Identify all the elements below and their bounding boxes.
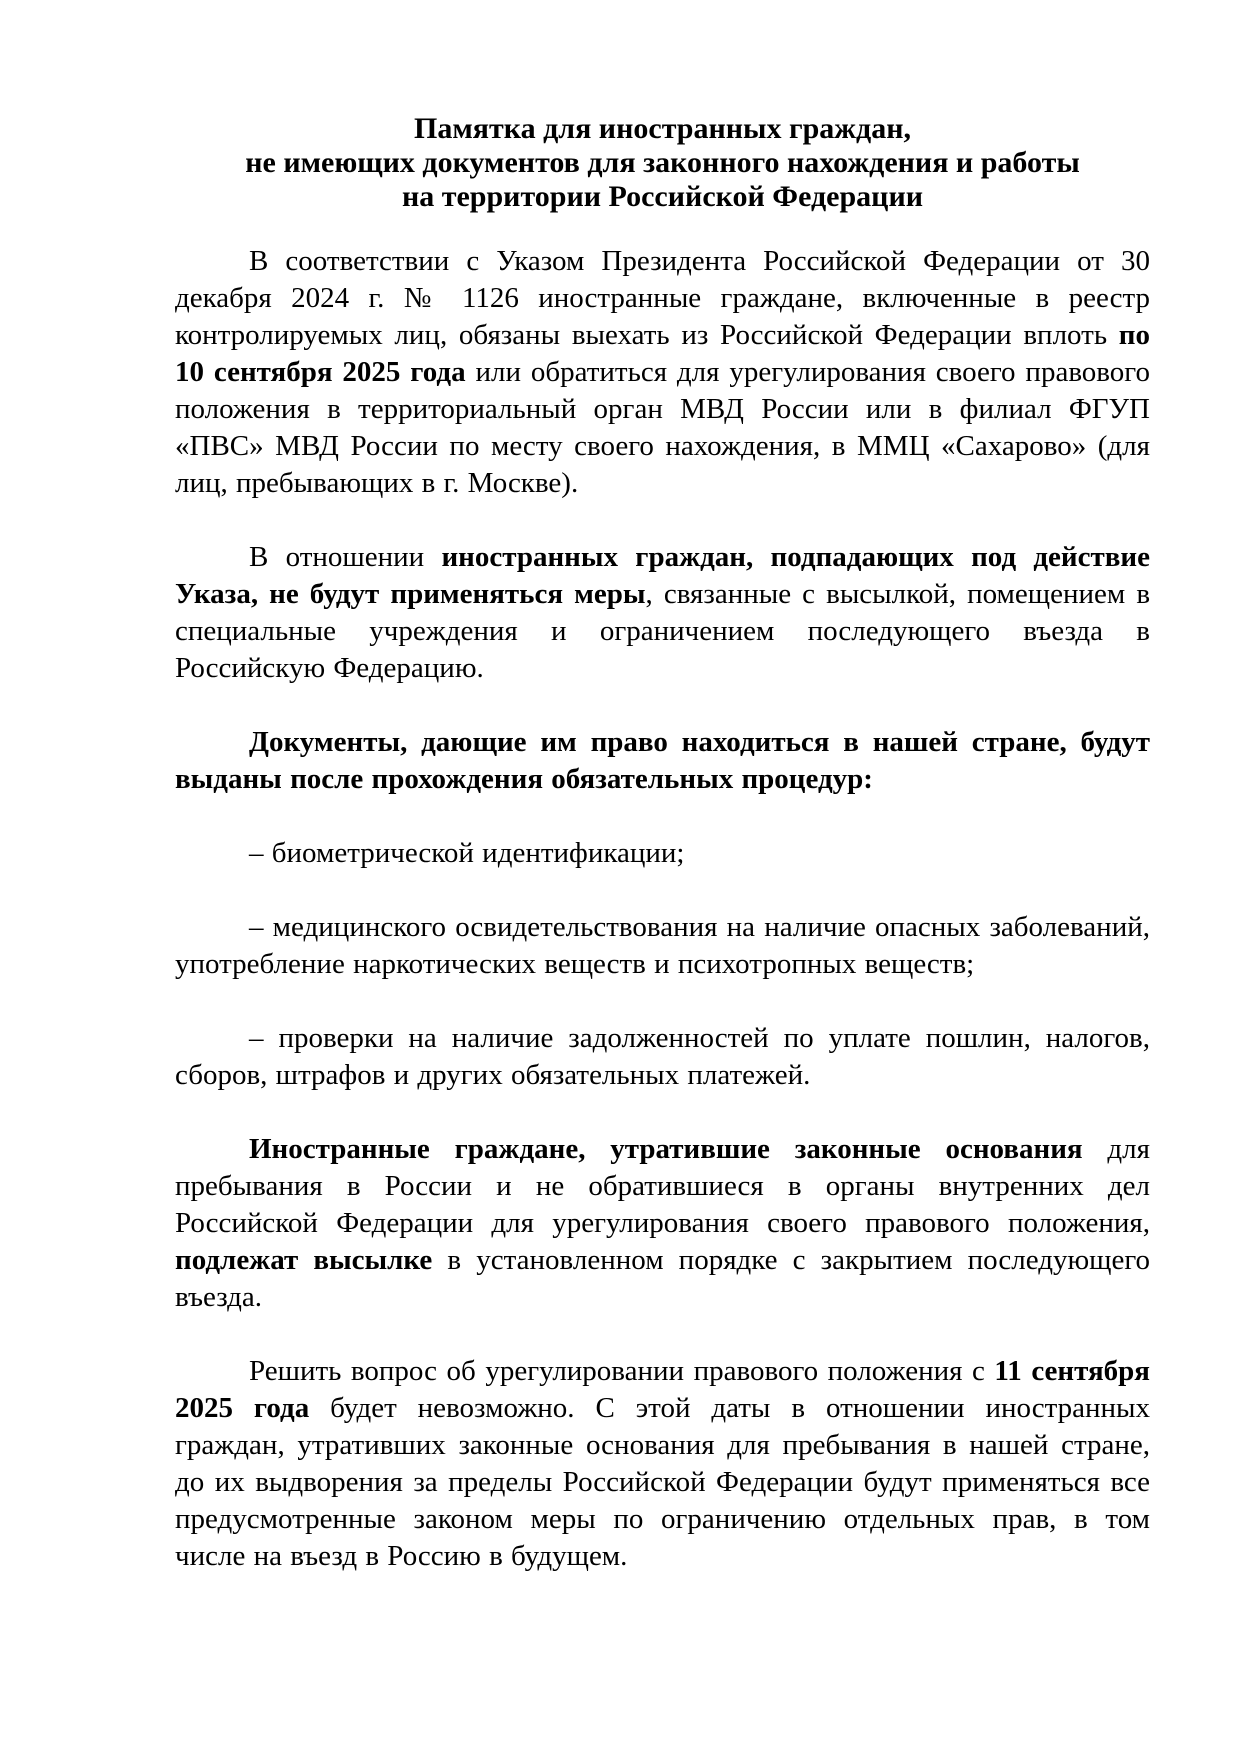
bold-text-run: по 10 сентября 2025 года <box>175 319 1150 388</box>
bold-text-run: Иностранные граждане, утратившие законные основания <box>249 1133 1083 1165</box>
bold-text-run: иностранных граждан, подпадающих под действие Указа, не будут применяться меры <box>175 541 1150 610</box>
text-run: будет невозможно. С этой даты в отношении иностранных граждан, утративших законные основания для пребывания в нашей стране, до их выдворения за пределы Российской Федерации будут применяться все предусмотренные законом меры по ограничению отдельных прав, в том числе на въезд в Россию в будущем. <box>175 1392 1150 1572</box>
bullet-item <box>175 1020 1150 1094</box>
text-run: в установленном порядке с закрытием последующего въезда. <box>175 1244 1150 1313</box>
text-run: В отношении <box>249 541 442 573</box>
bold-text-run: подлежат высылке <box>175 1244 433 1276</box>
bold-text-run: Документы, дающие им право находиться в нашей стране, будут выданы после прохождения обязательных процедур: <box>175 726 1150 795</box>
text-run: , связанные с высылкой, помещением в специальные учреждения и ограничением последующего въезда в Российскую Федерацию. <box>175 578 1151 684</box>
text-run: – биометрической идентификации; <box>249 837 685 869</box>
paragraph <box>175 243 1150 502</box>
title-line-3: на территории Российской Федерации <box>401 180 924 213</box>
document-body <box>175 243 1150 1575</box>
bullet-item <box>175 909 1150 983</box>
paragraph <box>175 1353 1150 1575</box>
paragraph <box>175 724 1150 798</box>
text-run: или обратиться для урегулирования своего правового положения в территориальный орган МВД России или в филиал ФГУП «ПВС» МВД России по месту своего нахождения, в ММЦ «Сахарово» (для лиц, пребывающих в г. Москве). <box>175 356 1150 499</box>
title-line-1: Памятка для иностранных граждан, <box>414 112 911 145</box>
document-title <box>175 112 1150 214</box>
title-line-2: не имеющих документов для законного нахождения и работы <box>245 146 1080 179</box>
paragraph <box>175 1131 1150 1316</box>
paragraph <box>175 539 1150 687</box>
text-run: для пребывания в России и не обратившиеся в органы внутренних дел Российской Федерации для урегулирования своего правового положения, <box>175 1133 1150 1239</box>
text-run: – медицинского освидетельствования на наличие опасных заболеваний, употребление наркотических веществ и психотропных веществ; <box>175 911 1150 980</box>
text-run: Решить вопрос об урегулировании правового положения с <box>249 1355 995 1387</box>
bullet-item <box>175 835 1150 872</box>
text-run: В соответствии с Указом Президента Российской Федерации от 30 декабря 2024 г. № 1126 иностранные граждане, включенные в реестр контролируемых лиц, обязаны выехать из Российской Федерации вплоть <box>175 245 1150 351</box>
bold-text-run: 11 сентября 2025 года <box>175 1355 1150 1424</box>
text-run: – проверки на наличие задолженностей по уплате пошлин, налогов, сборов, штрафов и других обязательных платежей. <box>175 1022 1150 1091</box>
